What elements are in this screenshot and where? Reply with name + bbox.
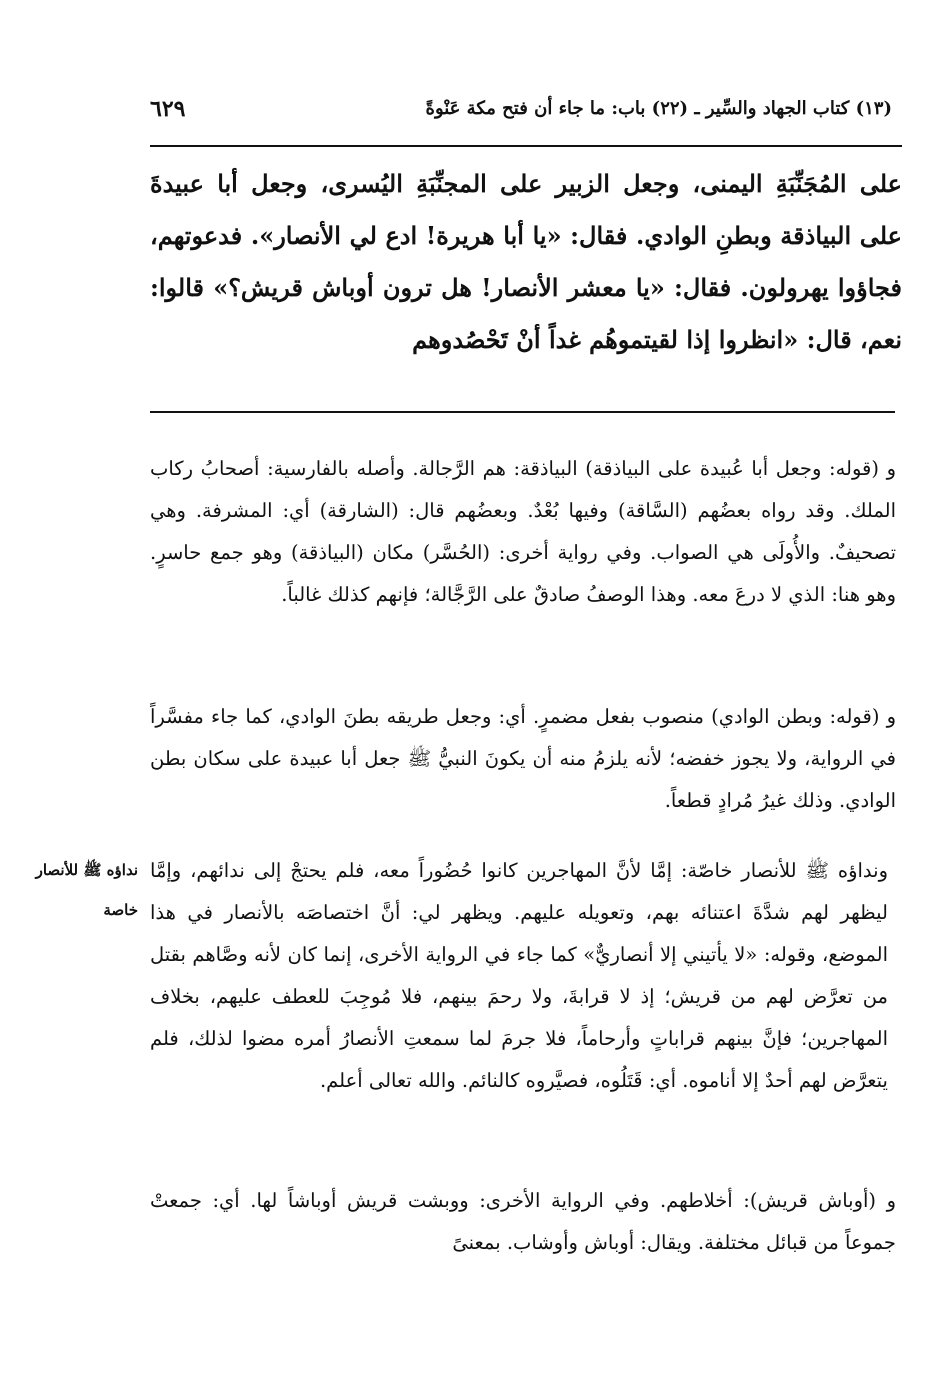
commentary-paragraph: و (قوله: وبطن الوادي) منصوب بفعل مضمرٍ. أي: وجعل طريقه بطنَ الوادي، كما جاء مفسَّراً في الرواية، ولا يجوز خفضه؛ لأنه يلزمُ منه أن يكونَ النبيُّ ﷺ جعل أبا عبيدة على سكان بطن الوادي. وذلك غيرُ مُرادٍ قطعاً.: [150, 705, 896, 812]
page-number: ٦٢٩: [150, 96, 186, 122]
page-header: [150, 96, 900, 136]
margin-note: نداؤه ﷺ للأنصار خاصة: [35, 861, 138, 919]
hadith-paragraph: على المُجَنِّبَةِ اليمنى، وجعل الزبير على المجنِّبَةِ اليُسرى، وجعل أبا عبيدةَ على البياذقة وبطنِ الوادي. فقال: «يا أبا هريرة! ادع لي الأنصار». فدعوتهم، فجاؤوا يهرولون. فقال: «يا معشر الأنصار! هل ترون أوباش قريش؟» قالوا: نعم، قال: «انظروا إذا لقيتموهُم غداً أنْ تَحْصُدوهم: [150, 169, 902, 354]
commentary-block-2: [150, 696, 896, 822]
commentary-paragraph: و (قوله: وجعل أبا عُبيدة على البياذقة) البياذقة: هم الرَّجالة. وأصله بالفارسية: أصحابُ ركاب الملك. وقد رواه بعضُهم (السَّاقة) وفيها بُعْدٌ. وبعضُهم قال: (الشارقة) أي: المشرفة. وهي تصحيفٌ. والأُولَى هي الصواب. وفي رواية أخرى: (الحُسَّر) مكان (البياذقة) وهو جمع حاسرٍ. وهو هنا: الذي لا درعَ معه. وهذا الوصفُ صادقٌ على الرَّجَّالة؛ فإنهم كذلك غالباً.: [150, 457, 896, 606]
running-head: (١٣) كتاب الجهاد والسِّير ـ (٢٢) باب: ما جاء أن فتح مكة عَنْوةً: [425, 98, 892, 119]
commentary-paragraph: ونداؤه ﷺ للأنصار خاصّة: إمَّا لأنَّ المهاجرين كانوا حُضُوراً معه، فلم يحتجْ إلى ندائهم، وإمَّا ليظهر لهم شدَّةَ اعتنائه بهم، وتعويله عليهم. ويظهر لي: أنَّ اختصاصَه بالأنصار في هذا الموضع، وقوله: «لا يأتيني إلا أنصاريٌّ» كما جاء في الرواية الأخرى، إنما كان لأنه وصَّاهم بقتل من تعرَّض لهم من قريش؛ إذ لا قرابةَ، ولا رحمَ بينهم، فلا مُوجِبَ للعطف عليهم، بخلاف المهاجرين؛ فإنَّ بينهم قراباتٍ وأرحاماً، فلا جرمَ لما سمعتِ الأنصارُ أمره مضوا لذلك، فلم يتعرَّض لهم أحدٌ إلا أناموه. أي: قَتَلُوه، فصيَّروه كالنائم. والله تعالى أعلم.: [150, 859, 888, 1092]
hadith-text: [150, 158, 902, 366]
commentary-block-3: [150, 850, 888, 1102]
header-rule: [150, 145, 902, 147]
commentary-paragraph: و (أوباش قريش): أخلاطهم. وفي الرواية الأخرى: ووبشت قريش أوباشاً لها. أي: جمعتْ جموعاً من قبائل مختلفة. ويقال: أوباش وأوشاب. بمعنىً: [150, 1189, 896, 1254]
commentary-block-1: [150, 448, 896, 616]
separator-rule: [150, 411, 895, 413]
commentary-block-4: [150, 1180, 896, 1264]
